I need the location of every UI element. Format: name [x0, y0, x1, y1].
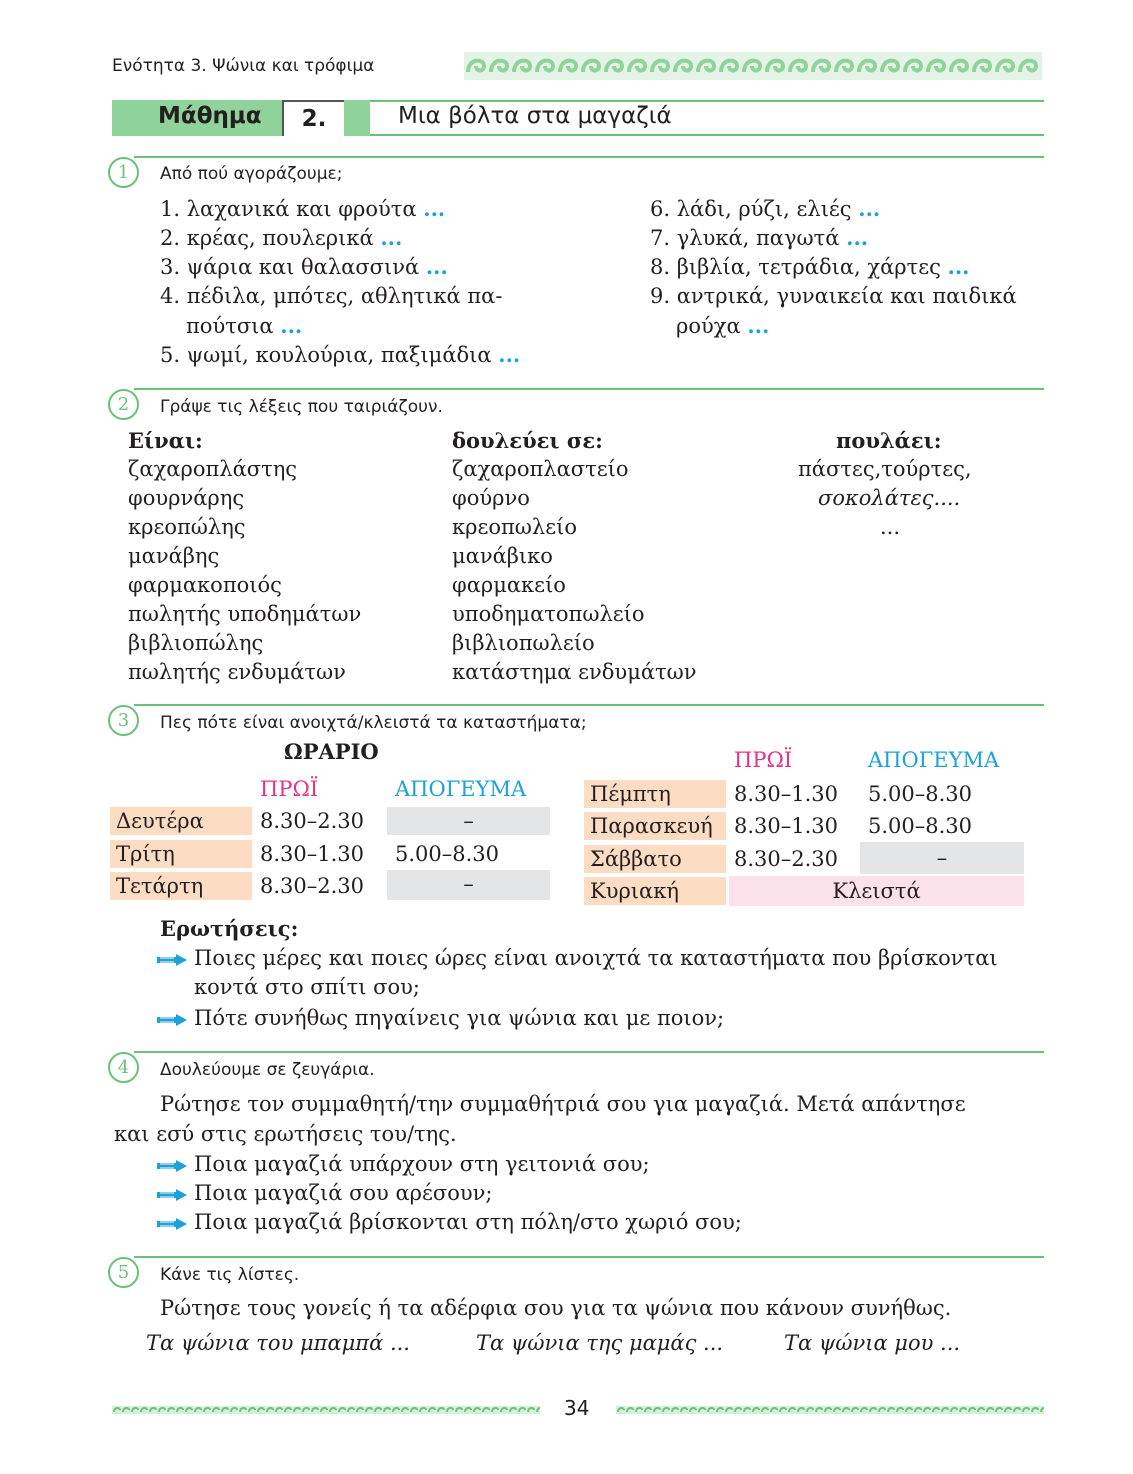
word-shop: ζαχαροπλαστείο — [452, 457, 629, 481]
section-title: Από πού αγοράζουμε; — [160, 164, 343, 184]
hours-afternoon: 5.00–8.30 — [868, 814, 973, 838]
word-shop: υποδηματοπωλείο — [452, 602, 645, 626]
word-product: σοκολάτες.... — [818, 486, 961, 510]
question-text: κοντά στο σπίτι σου; — [194, 975, 420, 999]
section-divider — [134, 156, 1044, 158]
col-header-afternoon: ΑΠΟΓΕΥΜΑ — [395, 777, 527, 801]
day-cell: Κυριακή — [584, 877, 726, 905]
list-item: 6. λάδι, ρύζι, ελιές ... — [650, 196, 881, 221]
word-product: ... — [880, 515, 901, 539]
paragraph: Ρώτησε τους γονείς ή τα αδέρφια σου για τα ψώνια που κάνουν συνήθως. — [160, 1296, 952, 1320]
wave-ornament-top — [464, 52, 1042, 80]
section-number: 4 — [108, 1052, 139, 1083]
arrow-icon — [156, 1217, 188, 1231]
word-profession: φαρμακοποιός — [128, 573, 282, 597]
word-profession: μανάβης — [128, 544, 220, 568]
question-text: Ποιες μέρες και ποιες ώρες είναι ανοιχτά τα καταστήματα που βρίσκονται — [194, 946, 998, 970]
unit-title: Ενότητα 3. Ψώνια και τρόφιμα — [112, 56, 375, 76]
page-number: 34 — [564, 1396, 590, 1420]
hours-morning: 8.30–1.30 — [260, 842, 365, 866]
question-text: Πότε συνήθως πηγαίνεις για ψώνια και με ποιον; — [194, 1006, 725, 1030]
column-header: δουλεύει σε: — [452, 428, 603, 453]
section-divider — [134, 388, 1044, 390]
word-profession: πωλητής ενδυμάτων — [128, 660, 346, 684]
word-product: πάστες,τούρτες, — [798, 457, 972, 481]
list-item: 7. γλυκά, παγωτά ... — [650, 225, 869, 250]
lesson-word: Μάθημα — [158, 103, 262, 129]
arrow-icon — [156, 1188, 188, 1202]
word-shop: βιβλιοπωλείο — [452, 631, 595, 655]
hours-afternoon: – — [387, 870, 550, 900]
hours-morning: 8.30–1.30 — [734, 814, 839, 838]
list-item: πούτσια ... — [186, 313, 303, 338]
hours-afternoon: – — [860, 842, 1024, 874]
section-title: Δουλεύουμε σε ζευγάρια. — [160, 1060, 375, 1080]
arrow-icon — [156, 953, 188, 967]
question-text: Ποια μαγαζιά υπάρχουν στη γειτονιά σου; — [194, 1152, 650, 1176]
word-profession: ζαχαροπλάστης — [128, 457, 298, 481]
lesson-bar — [112, 100, 1044, 136]
wave-ornament-left — [112, 1403, 540, 1417]
questions-title: Ερωτήσεις: — [160, 916, 299, 941]
list-label: Τα ψώνια του μπαμπά ... — [146, 1331, 410, 1355]
arrow-icon — [156, 1159, 188, 1173]
question-text: Ποια μαγαζιά σου αρέσουν; — [194, 1181, 493, 1205]
day-cell: Τρίτη — [110, 840, 252, 868]
hours-afternoon: – — [387, 807, 550, 835]
hours-morning: 8.30–2.30 — [260, 874, 365, 898]
list-item: 3. ψάρια και θαλασσινά ... — [160, 254, 448, 279]
section-title: Πες πότε είναι ανοιχτά/κλειστά τα καταστήματα; — [160, 713, 587, 733]
paragraph: Ρώτησε τον συμμαθητή/την συμμαθήτριά σου για μαγαζιά. Μετά απάντησε — [160, 1092, 966, 1116]
day-cell: Παρασκευή — [584, 812, 726, 840]
list-item: 1. λαχανικά και φρούτα ... — [160, 196, 446, 221]
col-header-afternoon: ΑΠΟΓΕΥΜΑ — [868, 748, 1000, 772]
hours-morning: 8.30–2.30 — [734, 847, 839, 871]
col-header-morning: ΠΡΩΪ — [734, 748, 793, 772]
list-item: ρούχα ... — [676, 313, 770, 338]
section-number: 3 — [108, 705, 139, 736]
paragraph: και εσύ στις ερωτήσεις του/της. — [114, 1122, 457, 1146]
day-cell: Τετάρτη — [110, 872, 252, 900]
lesson-title: Μια βόλτα στα μαγαζιά — [398, 103, 672, 129]
word-profession: πωλητής υποδημάτων — [128, 602, 362, 626]
word-profession: κρεοπώλης — [128, 515, 246, 539]
list-item: 5. ψωμί, κουλούρια, παξιμάδια ... — [160, 342, 521, 367]
day-cell: Πέμπτη — [584, 780, 726, 808]
word-shop: φούρνο — [452, 486, 530, 510]
hours-afternoon: 5.00–8.30 — [868, 782, 973, 806]
section-title: Γράψε τις λέξεις που ταιριάζουν. — [160, 397, 443, 417]
day-cell: Δευτέρα — [110, 807, 252, 835]
closed-cell: Κλειστά — [729, 876, 1024, 906]
lesson-number: 2. — [282, 100, 346, 136]
hours-afternoon: 5.00–8.30 — [395, 842, 500, 866]
section-divider — [134, 1051, 1044, 1053]
hours-morning: 8.30–2.30 — [260, 809, 365, 833]
section-divider — [134, 1256, 1044, 1258]
section-number: 2 — [108, 389, 139, 420]
day-cell: Σάββατο — [584, 845, 726, 873]
hours-morning: 8.30–1.30 — [734, 782, 839, 806]
arrow-icon — [156, 1013, 188, 1027]
list-item: 4. πέδιλα, μπότες, αθλητικά πα- — [160, 284, 503, 308]
section-divider — [134, 704, 1044, 706]
word-shop: κρεοπωλείο — [452, 515, 577, 539]
list-label: Τα ψώνια μου ... — [784, 1331, 961, 1355]
section-number: 1 — [108, 157, 139, 188]
question-text: Ποια μαγαζιά βρίσκονται στη πόλη/στο χωριό σου; — [194, 1210, 742, 1234]
list-item: 2. κρέας, πουλερικά ... — [160, 225, 403, 250]
column-header: Είναι: — [128, 428, 203, 453]
schedule-title: ΩΡΑΡΙΟ — [284, 739, 379, 764]
word-profession: φουρνάρης — [128, 486, 245, 510]
section-title: Κάνε τις λίστες. — [160, 1265, 300, 1285]
list-item: 8. βιβλία, τετράδια, χάρτες ... — [650, 254, 970, 279]
column-header: πουλάει: — [836, 428, 942, 453]
word-shop: φαρμακείο — [452, 573, 566, 597]
list-label: Τα ψώνια της μαμάς ... — [476, 1331, 724, 1355]
section-number: 5 — [108, 1257, 139, 1288]
word-profession: βιβλιοπώλης — [128, 631, 264, 655]
word-shop: μανάβικο — [452, 544, 553, 568]
word-shop: κατάστημα ενδυμάτων — [452, 660, 697, 684]
col-header-morning: ΠΡΩΪ — [260, 777, 319, 801]
wave-ornament-right — [616, 1403, 1044, 1417]
list-item: 9. αντρικά, γυναικεία και παιδικά — [650, 284, 1017, 308]
